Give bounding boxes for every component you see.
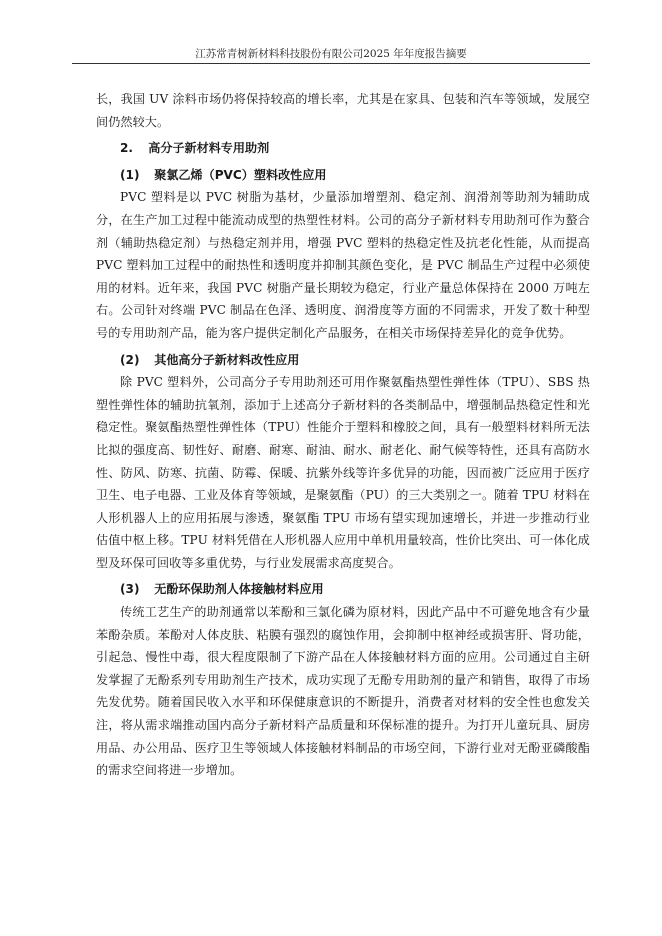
subsection-number: (2) [120,352,140,367]
document-body [96,88,590,782]
subsection-heading-3 [96,578,590,601]
pvc-paragraph: PVC 塑料是以 PVC 树脂为基材，少量添加增塑剂、稳定剂、润滑剂等助剂为辅助成分，在生产加工过程中能流动成型的热塑性材料。公司的高分子新材料专用助剂可作为螯合剂（辅助热稳定剂）与热稳定剂并用，增强 PVC 塑料的热稳定性及抗老化性能，从而提高 PVC 塑料加工过程中的耐热性和透明度并抑制其颜色变化，是 PVC 制品生产过程中必须使用的材料。近年来，我国 PVC 树脂产量长期较为稳定，行业产量总体保持在 2000 万吨左右。公司针对终端 PVC 制品在色泽、透明度、润滑度等方面的不同需求，开发了数十种型号的专用助剂产品，能为客户提供定制化产品服务，在相关市场保持差异化的竞争优势。 [96,190,590,340]
subsection-heading-2 [96,349,590,372]
page-header: 江苏常青树新材料科技股份有限公司2025 年年度报告摘要 [195,48,467,60]
section-title: 高分子新材料专用助剂 [148,141,270,156]
section-heading-2 [96,137,590,160]
subsection-title: 聚氯乙烯（PVC）塑料改性应用 [154,167,327,182]
phenol-free-paragraph: 传统工艺生产的助剂通常以苯酚和三氯化磷为原材料，因此产品中不可避免地含有少量苯酚杂质。苯酚对人体皮肤、粘膜有强烈的腐蚀作用，会抑制中枢神经或损害肝、肾功能，引起急、慢性中毒，很大程度限制了下游产品在人体接触材料方面的应用。公司通过自主研发掌握了无酚系列专用助剂生产技术，成功实现了无酚专用助剂的量产和销售，取得了市场先发优势。随着国民收入水平和环保健康意识的不断提升，消费者对材料的安全性也愈发关注，将从需求端推动国内高分子新材料产品质量和环保标准的提升。为打开儿童玩具、厨房用品、办公用品、医疗卫生等领域人体接触材料制品的市场空间，下游行业对无酚亚磷酸酯的需求空间将进一步增加。 [96,605,590,778]
header-divider [72,63,590,64]
subsection-number: (3) [120,582,140,597]
intro-paragraph: 长，我国 UV 涂料市场仍将保持较高的增长率，尤其是在家具、包装和汽车等领域，发展空间仍然较大。 [96,92,590,129]
other-materials-paragraph: 除 PVC 塑料外，公司高分子专用助剂还可用作聚氨酯热塑性弹性体（TPU）、SBS 热塑性弹性体的辅助抗氧剂，添加于上述高分子新材料的各类制品中，增强制品热稳定性和光稳定性。聚氨酯热塑性弹性体（TPU）性能介于塑料和橡胶之间，具有一般塑料材料所无法比拟的强度高、韧性好、耐磨、耐寒、耐油、耐水、耐老化、耐气候等特性，还具有高防水性、防风、防寒、抗菌、防霉、保暖、抗紫外线等许多优异的功能，因而被广泛应用于医疗卫生、电子电器、工业及体育等领域，是聚氨酯（PU）的三大类别之一。随着 TPU 材料在人形机器人上的应用拓展与渗透，聚氨酯 TPU 市场有望实现加速增长，并进一步推动行业估值中枢上移。TPU 材料凭借在人形机器人应用中单机用量较高，性价比突出、可一体化成型及环保可回收等多重优势，与行业发展需求高度契合。 [96,375,590,570]
section-number: 2. [120,141,134,156]
subsection-title: 其他高分子新材料改性应用 [154,352,300,367]
subsection-title: 无酚环保助剂人体接触材料应用 [154,582,324,597]
subsection-heading-1 [96,164,590,187]
subsection-number: (1) [120,167,140,182]
